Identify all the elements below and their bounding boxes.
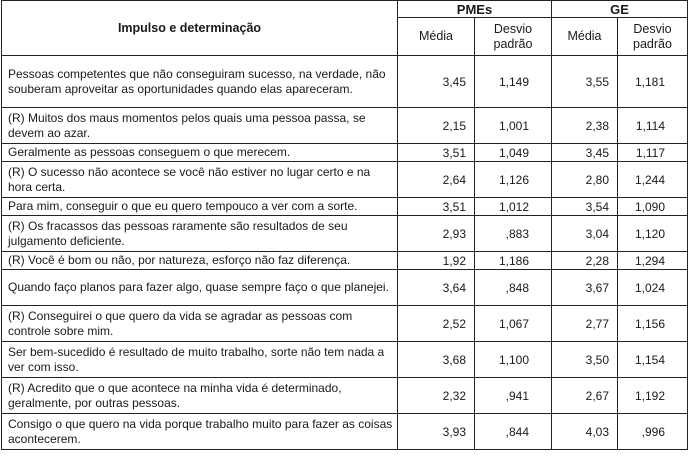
table-row xyxy=(2,270,688,306)
ge-desvio-cell: 1,114 xyxy=(618,108,688,144)
ge-desvio-cell: 1,120 xyxy=(618,216,688,252)
pme-media-cell: 2,64 xyxy=(398,162,475,198)
row-statement: Ser bem-sucedido é resultado de muito trabalho, sorte não tem nada a ver com isso. xyxy=(2,342,398,378)
ge-media-cell: 3,45 xyxy=(552,144,618,162)
row-statement: Quando faço planos para fazer algo, quase sempre faço o que planejei. xyxy=(2,270,398,306)
row-statement: (R) O sucesso não acontece se você não estiver no lugar certo e na hora certa. xyxy=(2,162,398,198)
row-statement: (R) Você é bom ou não, por natureza, esforço não faz diferença. xyxy=(2,252,398,270)
pme-desvio-cell: 1,149 xyxy=(475,56,552,108)
ge-media-cell: 3,54 xyxy=(552,198,618,216)
ge-desvio-cell: 1,192 xyxy=(618,378,688,414)
pme-media-cell: 2,15 xyxy=(398,108,475,144)
ge-desvio-cell: 1,117 xyxy=(618,144,688,162)
pme-media-cell: 3,93 xyxy=(398,414,475,450)
pme-desvio-cell: ,941 xyxy=(475,378,552,414)
subheader-desvio-pmes xyxy=(475,18,552,56)
ge-media-cell: 2,38 xyxy=(552,108,618,144)
header-row-groups xyxy=(2,1,688,18)
pme-desvio-cell: 1,049 xyxy=(475,144,552,162)
row-statement: (R) Muitos dos maus momentos pelos quais uma pessoa passa, se devem ao azar. xyxy=(2,108,398,144)
ge-desvio-cell: 1,090 xyxy=(618,198,688,216)
ge-media-cell: 3,67 xyxy=(552,270,618,306)
pme-desvio-cell: 1,186 xyxy=(475,252,552,270)
ge-desvio-cell: 1,294 xyxy=(618,252,688,270)
subheader-media-label: Média xyxy=(567,29,602,44)
row-statement: Consigo o que quero na vida porque trabalho muito para fazer as coisas acontecerem. xyxy=(2,414,398,450)
pme-media-cell: 3,64 xyxy=(398,270,475,306)
table-row xyxy=(2,144,688,162)
ge-desvio-cell: 1,181 xyxy=(618,56,688,108)
table-row xyxy=(2,342,688,378)
pme-media-cell: 3,51 xyxy=(398,144,475,162)
row-statement: (R) Conseguirei o que quero da vida se agradar as pessoas com controle sobre mim. xyxy=(2,306,398,342)
table-row xyxy=(2,108,688,144)
table-title: Impulso e determinação xyxy=(2,1,398,56)
ge-desvio-cell: 1,156 xyxy=(618,306,688,342)
ge-desvio-cell: ,996 xyxy=(618,414,688,450)
ge-media-cell: 3,50 xyxy=(552,342,618,378)
ge-media-cell: 2,77 xyxy=(552,306,618,342)
table-row xyxy=(2,306,688,342)
ge-media-cell: 3,04 xyxy=(552,216,618,252)
pme-desvio-cell: 1,012 xyxy=(475,198,552,216)
pme-media-cell: 3,68 xyxy=(398,342,475,378)
pme-desvio-cell: ,883 xyxy=(475,216,552,252)
pme-media-cell: 2,52 xyxy=(398,306,475,342)
subheader-desvio-line2: padrão xyxy=(633,36,672,51)
subheader-media-pmes xyxy=(398,18,475,56)
row-statement: Geralmente as pessoas conseguem o que merecem. xyxy=(2,144,398,162)
ge-desvio-cell: 1,024 xyxy=(618,270,688,306)
table-row xyxy=(2,162,688,198)
data-table xyxy=(1,0,688,450)
table-row xyxy=(2,56,688,108)
group-header-ge: GE xyxy=(552,1,688,18)
pme-media-cell: 3,45 xyxy=(398,56,475,108)
row-statement: (R) Acredito que o que acontece na minha vida é determinado, geralmente, por outras pessoas. xyxy=(2,378,398,414)
subheader-desvio-line1: Desvio xyxy=(493,21,533,36)
row-statement: Pessoas competentes que não conseguiram sucesso, na verdade, não souberam aproveitar as oportunidades quando elas apareceram. xyxy=(2,56,398,108)
ge-media-cell: 2,28 xyxy=(552,252,618,270)
pme-desvio-cell: 1,126 xyxy=(475,162,552,198)
pme-desvio-cell: ,848 xyxy=(475,270,552,306)
ge-media-cell: 2,80 xyxy=(552,162,618,198)
table-row xyxy=(2,414,688,450)
group-header-pmes: PMEs xyxy=(398,1,552,18)
ge-desvio-cell: 1,154 xyxy=(618,342,688,378)
table-row xyxy=(2,378,688,414)
subheader-media-ge xyxy=(552,18,618,56)
pme-media-cell: 2,32 xyxy=(398,378,475,414)
table-row xyxy=(2,252,688,270)
pme-desvio-cell: 1,100 xyxy=(475,342,552,378)
pme-media-cell: 2,93 xyxy=(398,216,475,252)
subheader-desvio-line1: Desvio xyxy=(633,21,672,36)
pme-media-cell: 1,92 xyxy=(398,252,475,270)
ge-media-cell: 2,67 xyxy=(552,378,618,414)
table-row xyxy=(2,198,688,216)
pme-desvio-cell: 1,067 xyxy=(475,306,552,342)
pme-desvio-cell: 1,001 xyxy=(475,108,552,144)
subheader-desvio-ge xyxy=(618,18,688,56)
table-row xyxy=(2,216,688,252)
ge-media-cell: 3,55 xyxy=(552,56,618,108)
pme-desvio-cell: ,844 xyxy=(475,414,552,450)
row-statement: Para mim, conseguir o que eu quero tempouco a ver com a sorte. xyxy=(2,198,398,216)
ge-media-cell: 4,03 xyxy=(552,414,618,450)
ge-desvio-cell: 1,244 xyxy=(618,162,688,198)
subheader-media-label: Média xyxy=(418,29,454,44)
subheader-desvio-line2: padrão xyxy=(493,36,533,51)
pme-media-cell: 3,51 xyxy=(398,198,475,216)
row-statement: (R) Os fracassos das pessoas raramente são resultados de seu julgamento deficiente. xyxy=(2,216,398,252)
